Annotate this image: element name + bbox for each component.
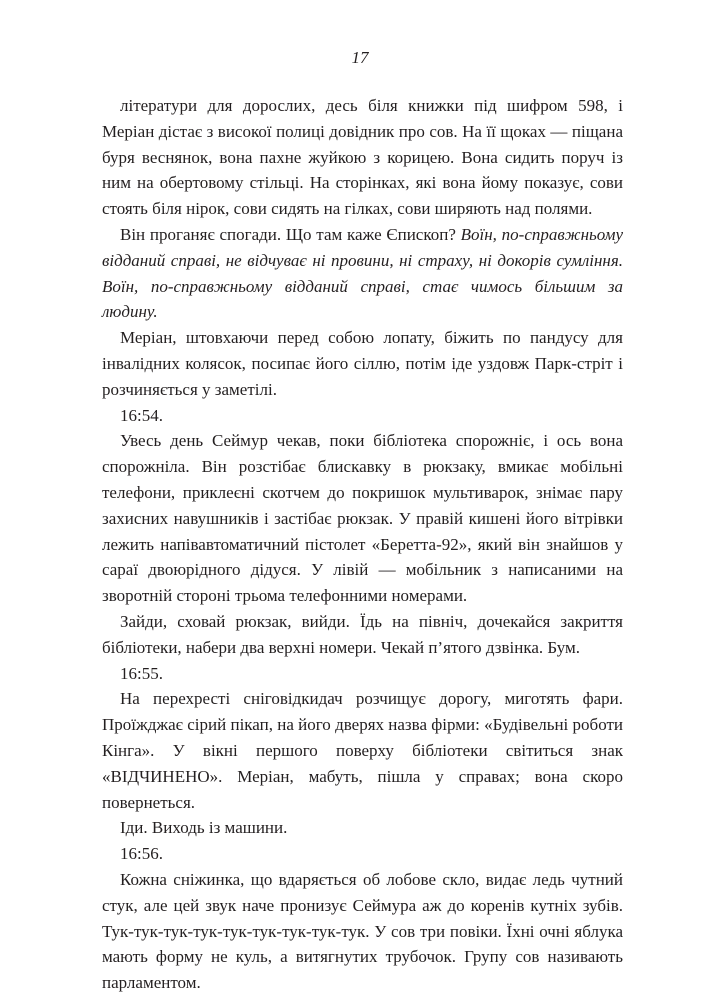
timestamp-1656: 16:56. bbox=[120, 844, 163, 864]
paragraph-bishop-quote bbox=[102, 222, 623, 325]
paragraph-marian-shovel: Меріан, штовхаючи перед собою лопату, біжить по пандусу для інвалідних колясок, посипає його сіллю, потім іде уздовж Парк-стріт і розчиняється у заметілі. bbox=[102, 328, 623, 399]
bishop-quote-italic: Воїн, по-справжньому відданий справі, не відчуває ні провини, ні страху, ні докорів сумління. Воїн, по-справжньому відданий справі, стає чимось більшим за людину. bbox=[102, 224, 624, 322]
page-number: 17 bbox=[351, 48, 369, 67]
paragraph-backpack: Увесь день Сеймур чекав, поки бібліотека спорожніє, і ось вона спорожніла. Він розстібає блискавку в рюкзаку, вмикає мобільні телефони, приклеєні скотчем до покришок мультиварок, знімає пару захисних навушників і застібає рюкзак. У правій кишені його вітрівки лежить напівавтоматичний пістолет «Беретта-92», який він знайшов у сараї двоюрідного дідуся. У лівій — мобільник з написаними на зворотній стороні трьома телефонними номерами. bbox=[102, 431, 623, 606]
timestamp-1655: 16:55. bbox=[120, 663, 163, 683]
paragraph-plan: Зайди, сховай рюкзак, вийди. Їдь на північ, дочекайся закриття бібліотеки, набери два верхні номери. Чекай п’ятого дзвінка. Бум. bbox=[102, 611, 623, 657]
paragraph-go: Іди. Виходь із машини. bbox=[120, 818, 288, 838]
bishop-question: Він проганяє спогади. Що там каже Єпископ? bbox=[120, 224, 461, 244]
paragraph-owl-guide: літератури для дорослих, десь біля книжки під шифром 598, і Меріан дістає з високої полиці довідник про сов. На її щоках — піщана буря веснянок, вона пахне жуйкою з корицею. Вона сидить поруч із ним на обертовому стільці. На сторінках, які вона йому показує, сови стоять біля нірок, сови сидять на гілках, сови ширяють над полями. bbox=[102, 96, 623, 219]
paragraph-crossroads: На перехресті сніговідкидач розчищує дорогу, миготять фари. Проїжджає сірий пікап, на його дверях назва фірми: «Будівельні роботи Кінга». У вікні першого поверху бібліотеки світиться знак «ВІДЧИНЕНО». Меріан, мабуть, пішла у справах; вона скоро повернеться. bbox=[102, 689, 623, 812]
timestamp-1654: 16:54. bbox=[120, 405, 163, 425]
paragraph-snowflakes: Кожна сніжинка, що вдаряється об лобове скло, видає ледь чутний стук, але цей звук наче пронизує Сеймура аж до коренів кутніх зубів. Тук-тук-тук-тук-тук-тук-тук-тук-тук. У сов три повіки. Їхні очні яблука мають форму не куль, а витягнутих трубочок. Групу сов називають парламентом. bbox=[102, 869, 623, 993]
body-text bbox=[102, 93, 623, 996]
